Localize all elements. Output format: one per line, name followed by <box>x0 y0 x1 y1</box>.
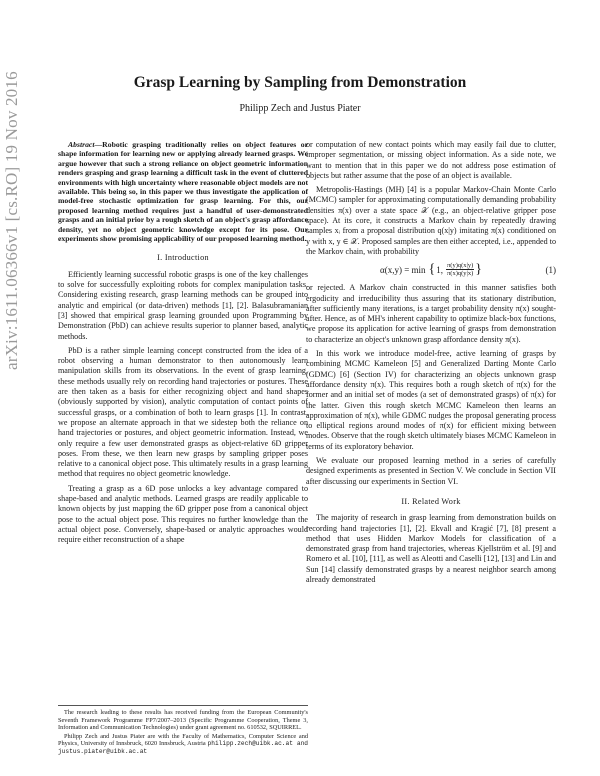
equation-brace-close: } <box>475 261 482 277</box>
right-column <box>306 140 556 589</box>
footnote-affiliation <box>58 733 308 756</box>
footnotes <box>58 705 308 757</box>
equation-numerator: π(y)q(x|y) <box>447 262 474 270</box>
arxiv-identifier: arXiv:1611.06366v1 [cs.RO] 19 Nov 2016 <box>2 71 21 370</box>
right-paragraph-5: We evaluate our proposed learning method in a series of carefully designed experiments as presented in Section V. We conclude in Section VII after discussing our experiments in Section VI. <box>306 456 556 486</box>
intro-paragraph-1: Efficiently learning successful robotic grasps is one of the key challenges to solve for successfully exploiting robots for complex manipulation tasks. Considering existing research, grasp learning methods can be grouped into analytic and empirical (or data-driven) methods [1], [2]. Balasubramanian [3] showed that empirical grasp learning grounded upon Programming by Demonstration (PbD) can achieve results superior to planner based, analytic methods. <box>58 269 308 341</box>
equation-one: 1, <box>436 264 444 275</box>
intro-paragraph-2: PbD is a rather simple learning concept constructed from the idea of a robot observing a human demonstrator to then autonomously learn manipulation skills from its observations. In the event of grasp learning, these methods usually rely on recording hand trajectories or postures. These are then taken as a basis for either recognizing object and hand shapes (obviously supported by vision), analytic computation of contact points of successful grasps, or a combination of both to learn grasps [1]. In contrast, we propose an alternate approach in that we sidestep both the reliance on hand trajectories or postures, and object geometric information. Instead, we only require a few user demonstrated grasps as object-relative 6D gripper poses. From these, we then learn new grasps by sampling gripper poses relative to a canonical object pose. This ultimately results in a grasp learning method that requires no object geometric knowledge. <box>58 345 308 479</box>
right-paragraph-2: Metropolis-Hastings (MH) [4] is a popular Markov-Chain Monte Carlo (MCMC) sampler for approximating computationally demanding probability densities π(x) over a state space 𝒳 (e.g., an object-relative gripper pose space). At its core, it constructs a Markov chain by repeatedly drawing samples xᵢ from a proposal distribution q(x|y) imitating π(x) conditioned on y with x, y ∈ 𝒳. Proposed samples are then either accepted, i.e., appended to the Markov chain, with probability <box>306 185 556 256</box>
equation-number: (1) <box>545 264 556 275</box>
related-work-paragraph-1: The majority of research in grasp learning from demonstration builds on recording hand trajectories [1], [2]. Ekvall and Kragić [7], [8] present a method that uses Hidden Markov Models for classification of a demonstrated grasp from hand trajectories, whereas Kjellström et al. [9] and Romero et al. [10], [11], as well as Aleotti and Caselli [12], [13] and Lin and Sun [14] classify demonstrated grasps by a nearest neighbor search among already demonstrated <box>306 513 556 584</box>
paper-authors: Philipp Zech and Justus Piater <box>239 103 361 114</box>
left-column <box>58 140 308 549</box>
footnote-emails: philipp.zech@uibk.ac.at and justus.piater@uibk.ac.at <box>58 740 308 755</box>
footnote-affiliation-text: Philipp Zech and Justus Piater are with the Faculty of Mathematics, Computer Science and Physics, University of Innsbruck, 6020 Innsbruck, Austria <box>58 732 308 748</box>
right-paragraph-1: or computation of new contact points which may easily fail due to clutter, improper segmentation, or missing object information. As a side note, we want to mention that in this paper we do not address pose estimation of objects but rather assume that the pose of an object is available. <box>306 140 556 180</box>
equation-1 <box>306 262 556 277</box>
abstract-text: —Robotic grasping traditionally relies on object features or shape information for learning new or applying already learned grasps. We argue however that such a strong reliance on object geometric information renders grasping and grasp learning a difficult task in the event of cluttered environments with high uncertainty where reasonable object models are not available. This being so, in this paper we thus investigate the application of model-free stochastic optimization for grasp learning. For this, our proposed learning method requires just a handful of user-demonstrated grasps and an initial prior by a rough sketch of an object's grasp affordance density, yet no object geometric knowledge except for its pose. Our experiments show promising applicability of our proposed learning method. <box>58 140 308 244</box>
intro-paragraph-3: Treating a grasp as a 6D pose unlocks a key advantage compared to shape-based and analytic methods. Learned grasps are readily applicable to known objects by just mapping the 6D gripper pose from a canonical object pose to the actual object pose. This requires no further knowledge than the actual object pose. Conversely, shape-based or analytic approaches would require either reconstruction of a shape <box>58 483 308 545</box>
abstract <box>58 140 308 243</box>
right-paragraph-3: or rejected. A Markov chain constructed in this manner satisfies both ergodicity and irreducibility thus assuring that its stationary distribution, after sufficiently many iterations, is a target probability density π(x) sought-after. Hence, as of MH's inherent capability to optimize black-box functions, we propose its application for active learning of grasps from demonstration to characterize an object's unknown grasp affordance density π(x). <box>306 283 556 344</box>
equation-denominator: π(x)q(y|x) <box>447 270 474 278</box>
abstract-label: Abstract <box>68 140 95 149</box>
section-introduction-heading: I. Introduction <box>157 253 209 263</box>
right-paragraph-4: In this work we introduce model-free, active learning of grasps by combining MCMC Kameleon [5] and Generalized Darting Monte Carlo (GDMC) [6] (Section IV) for characterizing an objects unknown grasp affordance density π(x). This requires both a rough sketch of π(x) for the former and an initial set of modes (a set of demonstrated grasps) of π(x) for the latter. Given this rough sketch MCMC Kameleon then learns an approximation of π(x), while GDMC nudges the proposal generating process to elliptical regions around modes of π(x) for efficient mixing between modes. Observe that the rough sketch ultimately biases MCMC Kameleon in terms of its exploratory behavior. <box>306 349 556 451</box>
paper-title: Grasp Learning by Sampling from Demonstration <box>133 74 467 91</box>
equation-lhs: α(x,y) = min <box>379 264 426 275</box>
footnote-funding: The research leading to these results has received funding from the European Community's Seventh Framework Programme FP7/2007–2013 (Specific Programme Cooperation, Theme 3, Information and Communication Technologies) under grant agreement no. 610532, SQUIRREL. <box>58 709 308 732</box>
equation-fraction <box>446 262 474 277</box>
equation-brace-open: { <box>428 261 436 277</box>
section-related-work-heading: II. Related Work <box>401 496 461 506</box>
